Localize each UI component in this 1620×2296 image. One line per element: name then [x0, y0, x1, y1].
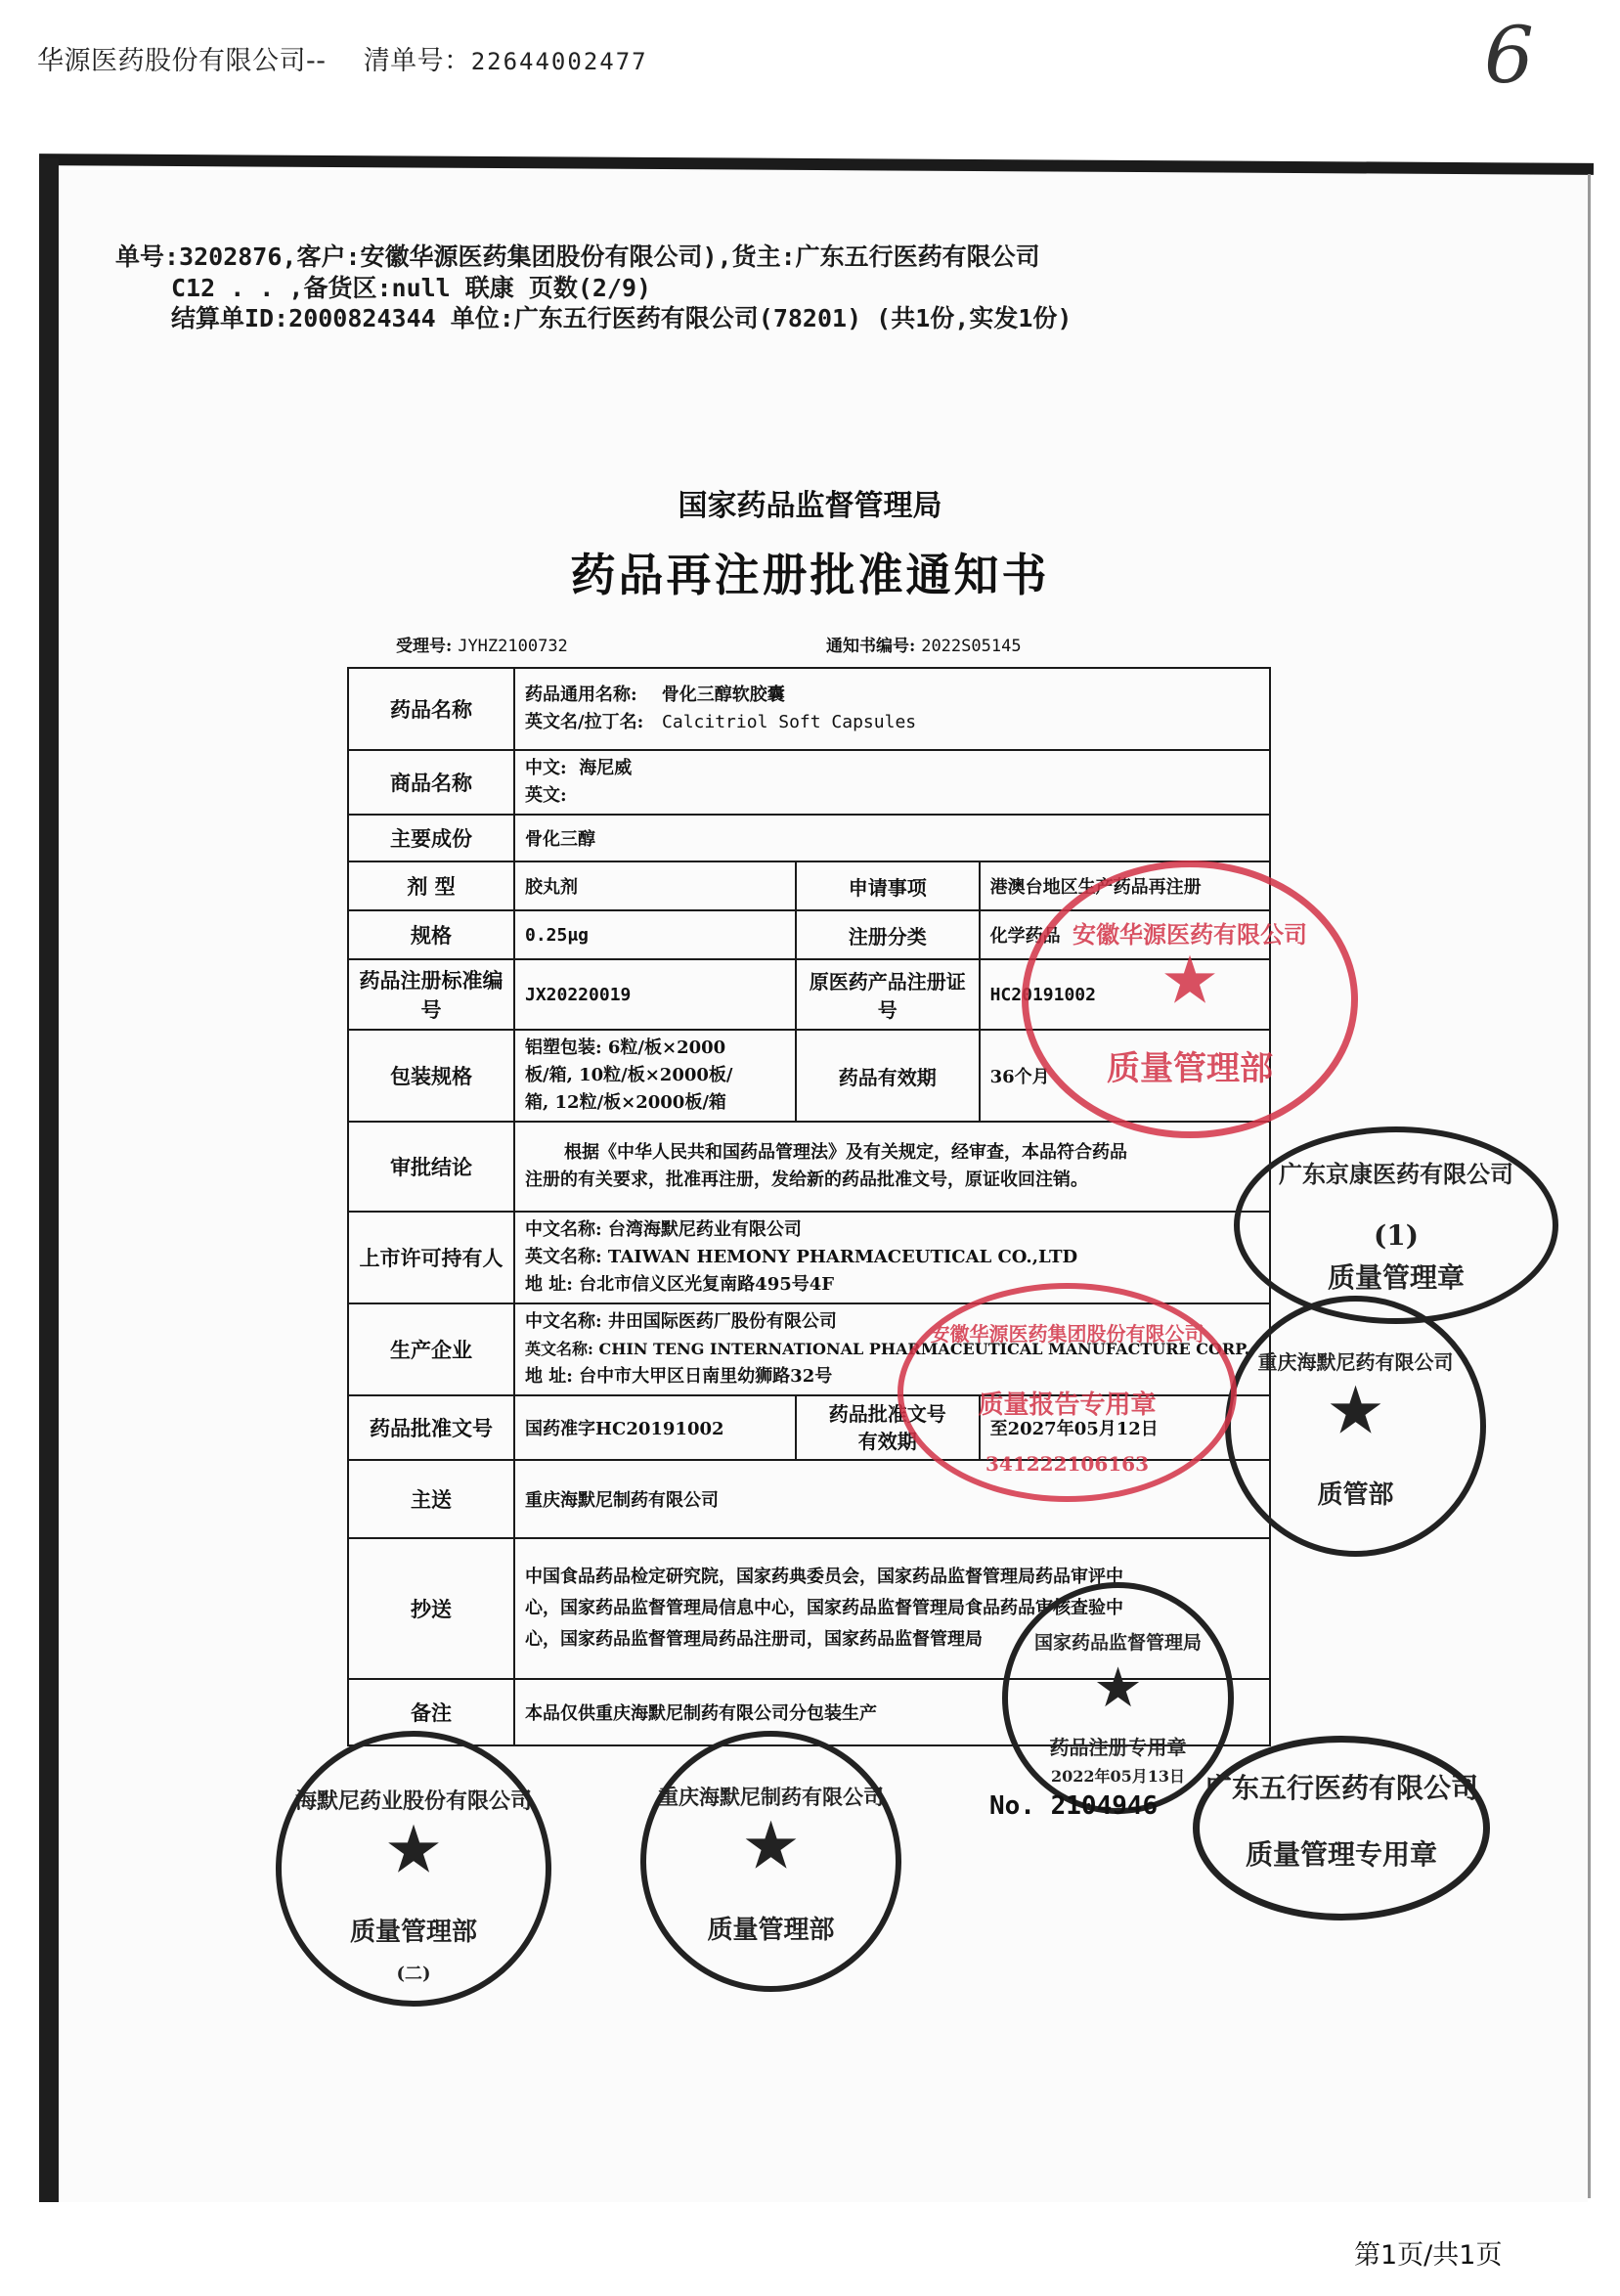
conclusion-line-2: 注册的有关要求，批准再注册，发给新的药品批准文号，原证收回注销。: [525, 1170, 1088, 1190]
ingredient-label: 主要成份: [348, 815, 514, 861]
stamp-guangdong-wuxing: [1193, 1736, 1490, 1921]
stamp-hemony-qc-ring: 重庆海默尼药有限公司: [1257, 1349, 1454, 1374]
form-value: 胶丸剂: [514, 861, 796, 910]
form-label: 剂 型: [348, 861, 514, 910]
send-to-value: 重庆海默尼制药有限公司: [514, 1460, 1270, 1538]
handwritten-number: 6: [1484, 10, 1534, 101]
stamp-wuxing-ring: 广东五行医药有限公司: [1204, 1771, 1478, 1804]
star-icon: ★: [744, 1811, 798, 1880]
star-icon: ★: [1163, 947, 1216, 1016]
stamp-s1-bottom: 质量管理部: [349, 1918, 477, 1947]
stamp-s2-bottom: 质量管理部: [707, 1916, 835, 1946]
stamp-hemony-qc-bottom: 质管部: [1317, 1480, 1394, 1511]
approval-validity-value: 至2027年05月12日: [980, 1395, 1270, 1460]
topbar-label: 清单号：: [363, 46, 471, 76]
stamp-anhui-quality-dept: [1022, 861, 1358, 1138]
conclusion-label: 审批结论: [348, 1122, 514, 1212]
notice-number: [826, 632, 1022, 656]
table-row: [348, 750, 1270, 815]
table-row: [348, 1212, 1270, 1303]
stamp-s1-ring: 海默尼药业股份有限公司: [294, 1788, 532, 1814]
drug-name-cell: [514, 668, 1270, 750]
stamp-jingkang-bottom: 质量管理章: [1327, 1261, 1465, 1295]
approval-number-label: 药品批准文号: [348, 1395, 514, 1460]
star-icon: ★: [387, 1816, 440, 1885]
stamp-nmpa-bottom: 药品注册专用章: [1049, 1735, 1187, 1759]
stamp-anhui-quality-report: [898, 1283, 1237, 1502]
cc-line-3: 心，国家药品监督管理局药品注册司，国家药品监督管理局: [525, 1629, 983, 1650]
validity-label: 药品有效期: [796, 1030, 980, 1122]
page-indicator: 第1页/共1页: [1354, 2240, 1503, 2271]
approval-number-value: 国药准字HC20191002: [514, 1395, 796, 1460]
validity-value: 36个月: [980, 1030, 1270, 1122]
cc-line-1: 中国食品药品检定研究院，国家药典委员会，国家药品监督管理局药品审评中: [525, 1567, 1123, 1587]
stamp-jingkang-ring: 广东京康医药有限公司: [1279, 1159, 1513, 1188]
table-row: [348, 815, 1270, 861]
stamp-guangdong-jingkang: [1234, 1126, 1558, 1324]
trade-name-label: 商品名称: [348, 750, 514, 815]
package-line-3: 箱, 12粒/板×2000板/箱: [525, 1092, 726, 1113]
star-icon: ★: [1329, 1376, 1382, 1445]
english-value: Calcitriol Soft Capsules: [662, 712, 917, 732]
approval-validity-label-2: 有效期: [857, 1430, 917, 1453]
standard-label: 药品注册标准编号: [348, 959, 514, 1030]
stamp-s2-ring: 重庆海默尼制药有限公司: [658, 1784, 884, 1809]
header-line-3: 结算单ID:2000824344 单位:广东五行医药有限公司(78201) (共1份,实发1份): [171, 304, 1073, 332]
stamp-report-ring: 安徽华源医药集团股份有限公司: [930, 1321, 1204, 1346]
standard-value: JX20220019: [514, 959, 796, 1030]
application-value: 港澳台地区生产药品再注册: [980, 861, 1270, 910]
topbar: [37, 39, 648, 77]
spec-label: 规格: [348, 910, 514, 959]
acceptance-value: JYHZ2100732: [458, 637, 568, 656]
star-icon: ★: [1096, 1658, 1140, 1716]
trade-en-label: 英文:: [525, 785, 567, 806]
stamp-hemony-pharma-co: [276, 1731, 551, 2007]
table-row: [348, 668, 1270, 750]
spec-value: 0.25μg: [514, 910, 796, 959]
package-label: 包装规格: [348, 1030, 514, 1122]
holder-cell: [514, 1212, 1270, 1303]
manufacturer-label: 生产企业: [348, 1303, 514, 1395]
acceptance-label: 受理号:: [396, 637, 453, 656]
stamp-report-code: 341222106163: [985, 1451, 1149, 1476]
application-label: 申请事项: [796, 861, 980, 910]
send-to-label: 主送: [348, 1460, 514, 1538]
trade-name-cell: [514, 750, 1270, 815]
holder-cn: 中文名称: 台湾海默尼药业有限公司: [525, 1219, 802, 1240]
ingredient-value: 骨化三醇: [514, 815, 1270, 861]
stamp-s1-sub: (二): [396, 1963, 431, 1984]
manufacturer-address: 地 址: 台中市大甲区日南里幼狮路32号: [525, 1366, 833, 1387]
agency-name: 国家药品监督管理局: [678, 489, 942, 523]
class-label: 注册分类: [796, 910, 980, 959]
scan-edge-left: [39, 158, 59, 2202]
generic-value: 骨化三醇软胶囊: [661, 684, 785, 705]
certificate-serial: No. 2104946: [989, 1791, 1159, 1821]
approval-validity-label-1: 药品批准文号: [828, 1402, 946, 1426]
notice-value: 2022S05145: [921, 637, 1022, 656]
acceptance-number: [396, 632, 568, 656]
stamp-chongqing-hemony: [640, 1731, 901, 1992]
scan-edge-right: [1588, 174, 1591, 2198]
stamp-nmpa-ring: 国家药品监督管理局: [1033, 1631, 1202, 1654]
manufacturer-cn: 中文名称: 井田国际医药厂股份有限公司: [525, 1311, 837, 1332]
topbar-company: 华源医药股份有限公司--: [37, 46, 327, 76]
stamp-nmpa-date: 2022年05月13日: [1050, 1766, 1186, 1786]
holder-en: 英文名称: TAIWAN HEMONY PHARMACEUTICAL CO.,LTD: [525, 1247, 1078, 1267]
table-row: [348, 1122, 1270, 1212]
package-line-2: 板/箱, 10粒/板×2000板/: [525, 1065, 733, 1085]
cc-label: 抄送: [348, 1538, 514, 1679]
stamp-jingkang-mid: (1): [1374, 1219, 1419, 1252]
drug-name-label: 药品名称: [348, 668, 514, 750]
class-value: 化学药品: [980, 910, 1270, 959]
generic-label: 药品通用名称:: [525, 684, 637, 705]
stamp-chongqing-hemony-qc: [1225, 1296, 1486, 1557]
conclusion-line-1: 根据《中华人民共和国药品管理法》及有关规定，经审查，本品符合药品: [564, 1142, 1127, 1163]
holder-address: 地 址: 台北市信义区光复南路495号4F: [525, 1274, 835, 1295]
manufacturer-en: 英文名称: CHIN TENG INTERNATIONAL PHARMACEUTICAL MANUFACTURE CORP.: [525, 1340, 1250, 1358]
original-cert-value: HC20191002: [980, 959, 1270, 1030]
topbar-number: 22644002477: [470, 48, 648, 75]
package-line-1: 铝塑包装: 6粒/板×2000: [525, 1038, 726, 1058]
notice-label: 通知书编号:: [826, 637, 916, 656]
trade-cn-value: 海尼威: [579, 758, 633, 778]
document-title: 药品再注册批准通知书: [570, 549, 1050, 601]
stamp-wuxing-bottom: 质量管理专用章: [1245, 1838, 1437, 1871]
stamp-report-mid: 质量报告专用章: [978, 1391, 1157, 1421]
holder-label: 上市许可持有人: [348, 1212, 514, 1303]
trade-cn-label: 中文:: [525, 758, 567, 778]
original-cert-label: 原医药产品注册证号: [796, 959, 980, 1030]
remark-label: 备注: [348, 1679, 514, 1745]
english-label: 英文名/拉丁名:: [525, 712, 644, 732]
stamp-anhui-bottom: 质量管理部: [1107, 1048, 1273, 1088]
cc-line-2: 心，国家药品监督管理局信息中心，国家药品监督管理局食品药品审核查验中: [525, 1598, 1123, 1618]
header-line-1: 单号:3202876,客户:安徽华源医药集团股份有限公司),货主:广东五行医药有限公司: [115, 243, 1040, 271]
stamp-anhui-ring: 安徽华源医药有限公司: [1073, 919, 1307, 949]
header-line-2: C12 . . ,备货区:null 联康 页数(2/9): [171, 274, 652, 302]
package-cell: [514, 1030, 796, 1122]
remark-value: 本品仅供重庆海默尼制药有限公司分包装生产: [514, 1679, 1270, 1745]
